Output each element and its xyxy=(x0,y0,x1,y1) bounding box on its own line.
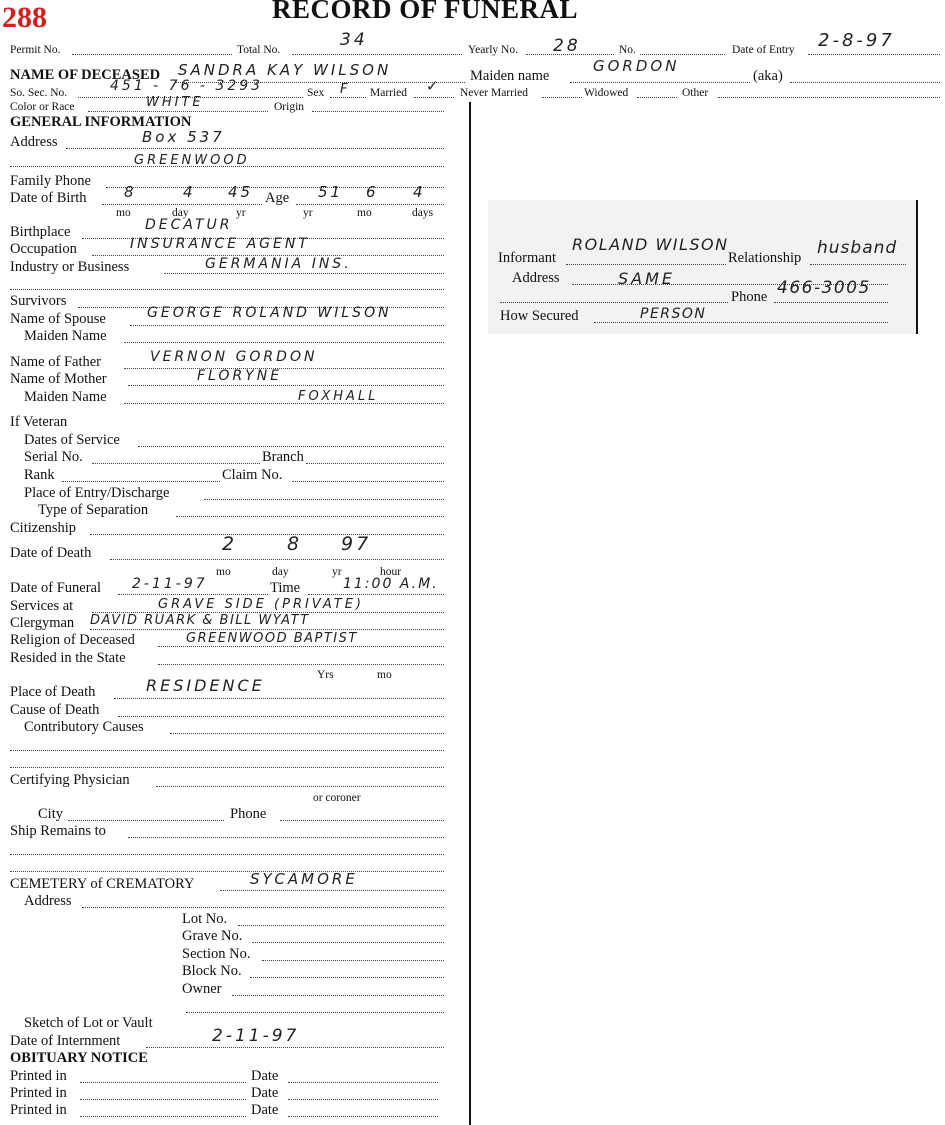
total-label: Total No. xyxy=(237,44,281,56)
how-secured-label: How Secured xyxy=(500,308,579,324)
branch-label: Branch xyxy=(262,449,304,465)
name-label: NAME OF DECEASED xyxy=(10,67,161,83)
date-entry-value: 2-8-97 xyxy=(818,30,895,51)
father-label: Name of Father xyxy=(10,354,101,370)
cemetery-label: CEMETERY of CREMATORY xyxy=(10,876,195,892)
death-sub-hour: hour xyxy=(380,566,402,578)
father-value: VERNON GORDON xyxy=(150,349,318,365)
spouse-label: Name of Spouse xyxy=(10,311,106,327)
mother-maiden-label: Maiden Name xyxy=(24,389,107,405)
serial-label: Serial No. xyxy=(24,449,83,465)
veteran-label: If Veteran xyxy=(10,414,68,430)
obit-date-label-2: Date xyxy=(251,1085,279,1101)
total-value: 34 xyxy=(340,30,368,50)
entry-discharge-label: Place of Entry/Discharge xyxy=(24,485,170,501)
occupation-value: INSURANCE AGENT xyxy=(130,236,310,252)
date-entry-label: Date of Entry xyxy=(732,44,795,56)
place-death-value: RESIDENCE xyxy=(146,676,265,695)
origin-label: Origin xyxy=(274,101,305,113)
phone-label: Phone xyxy=(230,806,267,822)
informant-value: ROLAND WILSON xyxy=(572,235,729,254)
informant-address-value: SAME xyxy=(618,269,676,288)
maiden-value: GORDON xyxy=(593,57,680,75)
married-check: ✓ xyxy=(426,77,442,95)
block-label: Block No. xyxy=(182,963,242,979)
address-label: Address xyxy=(10,134,58,150)
resided-sub-mo: mo xyxy=(377,669,392,681)
death-sub-mo: mo xyxy=(216,566,231,578)
grave-label: Grave No. xyxy=(182,928,243,944)
never-married-label: Never Married xyxy=(460,87,529,99)
funeral-date-label: Date of Funeral xyxy=(10,580,101,596)
services-value: GRAVE SIDE (PRIVATE) xyxy=(158,597,364,612)
industry-label: Industry or Business xyxy=(10,259,130,275)
cemetery-value: SYCAMORE xyxy=(250,870,358,888)
date-death-label: Date of Death xyxy=(10,545,92,561)
death-day: 8 xyxy=(287,533,303,555)
ssn-value: 451 - 76 - 3293 xyxy=(110,78,264,94)
services-label: Services at xyxy=(10,598,74,614)
widowed-label: Widowed xyxy=(584,87,629,99)
age-sub-days: days xyxy=(412,207,434,219)
spouse-value: GEORGE ROLAND WILSON xyxy=(147,305,392,321)
death-sub-yr: yr xyxy=(332,566,342,578)
internment-value: 2-11-97 xyxy=(212,1026,300,1046)
industry-value: GERMANIA INS. xyxy=(205,256,352,272)
religion-label: Religion of Deceased xyxy=(10,632,135,648)
printed-label-1: Printed in xyxy=(10,1068,67,1084)
record-number: 288 xyxy=(2,1,47,34)
dob-day: 4 xyxy=(183,183,196,201)
relationship-value: husband xyxy=(817,238,898,258)
citizenship-label: Citizenship xyxy=(10,520,77,536)
age-days: 4 xyxy=(413,183,426,201)
informant-phone-value: 466-3005 xyxy=(777,278,871,298)
no-label: No. xyxy=(619,44,636,56)
relationship-label: Relationship xyxy=(728,250,802,266)
aka-label: (aka) xyxy=(753,68,783,84)
column-divider xyxy=(469,102,471,1125)
obituary-heading: OBITUARY NOTICE xyxy=(10,1050,148,1066)
section-label: Section No. xyxy=(182,946,251,962)
family-phone-label: Family Phone xyxy=(10,173,91,189)
resided-sub-yrs: Yrs xyxy=(317,669,334,681)
place-death-label: Place of Death xyxy=(10,684,96,700)
obit-date-label-1: Date xyxy=(251,1068,279,1084)
cemetery-address-label: Address xyxy=(24,893,72,909)
city-label: City xyxy=(38,806,63,822)
occupation-label: Occupation xyxy=(10,241,77,257)
claim-label: Claim No. xyxy=(222,467,283,483)
birthplace-label: Birthplace xyxy=(10,224,71,240)
dob-sub-mo: mo xyxy=(116,207,131,219)
age-label: Age xyxy=(265,190,290,206)
general-heading: GENERAL INFORMATION xyxy=(10,114,192,130)
dob-sub-yr: yr xyxy=(236,207,246,219)
informant-address-label: Address xyxy=(512,270,560,286)
color-label: Color or Race xyxy=(10,101,75,113)
resided-label: Resided in the State xyxy=(10,650,126,666)
internment-label: Date of Internment xyxy=(10,1033,121,1049)
ship-label: Ship Remains to xyxy=(10,823,106,839)
dob-label: Date of Birth xyxy=(10,190,87,206)
time-value: 11:00 A.M. xyxy=(343,576,439,592)
address-value-2: GREENWOOD xyxy=(134,153,250,168)
coroner-label: or coroner xyxy=(313,792,361,804)
cause-label: Cause of Death xyxy=(10,702,100,718)
yearly-value: 28 xyxy=(553,36,581,56)
color-value: WHITE xyxy=(146,95,204,110)
physician-label: Certifying Physician xyxy=(10,772,130,788)
permit-label: Permit No. xyxy=(10,44,61,56)
funeral-date-value: 2-11-97 xyxy=(132,576,208,592)
birthplace-value: DECATUR xyxy=(145,217,233,233)
death-year: 97 xyxy=(341,533,372,555)
time-label: Time xyxy=(270,580,301,596)
mother-label: Name of Mother xyxy=(10,371,107,387)
age-sub-yr: yr xyxy=(303,207,313,219)
separation-label: Type of Separation xyxy=(38,502,149,518)
married-label: Married xyxy=(370,87,408,99)
religion-value: GREENWOOD BAPTIST xyxy=(186,631,358,646)
mother-maiden-value: FOXHALL xyxy=(298,389,379,404)
name-value: SANDRA KAY WILSON xyxy=(178,61,392,79)
sex-value: F xyxy=(340,82,351,97)
lot-label: Lot No. xyxy=(182,911,228,927)
dates-service-label: Dates of Service xyxy=(24,432,120,448)
age-years: 51 xyxy=(318,183,344,201)
page-title: RECORD OF FUNERAL xyxy=(272,0,579,24)
rank-label: Rank xyxy=(24,467,55,483)
owner-label: Owner xyxy=(182,981,222,997)
survivors-label: Survivors xyxy=(10,293,67,309)
how-secured-value: PERSON xyxy=(640,306,707,322)
ssn-label: So. Sec. No. xyxy=(10,87,68,99)
address-value-1: Box 537 xyxy=(142,128,225,146)
contrib-label: Contributory Causes xyxy=(24,719,144,735)
clergyman-label: Clergyman xyxy=(10,615,75,631)
printed-label-3: Printed in xyxy=(10,1102,67,1118)
dob-year: 45 xyxy=(228,183,254,201)
dob-sub-day: day xyxy=(172,207,189,219)
clergyman-value: DAVID RUARK & BILL WYATT xyxy=(90,613,310,628)
informant-phone-label: Phone xyxy=(731,289,768,305)
informant-box-border xyxy=(916,200,918,334)
death-month: 2 xyxy=(222,533,238,555)
obit-date-label-3: Date xyxy=(251,1102,279,1118)
dob-month: 8 xyxy=(124,183,137,201)
other-label: Other xyxy=(682,87,709,99)
informant-label: Informant xyxy=(498,250,556,266)
sex-label: Sex xyxy=(307,87,325,99)
spouse-maiden-label: Maiden Name xyxy=(24,328,107,344)
age-months: 6 xyxy=(366,183,379,201)
yearly-label: Yearly No. xyxy=(468,44,518,56)
printed-label-2: Printed in xyxy=(10,1085,67,1101)
mother-value: FLORYNE xyxy=(197,368,283,384)
maiden-label: Maiden name xyxy=(470,68,550,84)
death-sub-day: day xyxy=(272,566,289,578)
age-sub-mo: mo xyxy=(357,207,372,219)
sketch-label: Sketch of Lot or Vault xyxy=(24,1015,153,1031)
